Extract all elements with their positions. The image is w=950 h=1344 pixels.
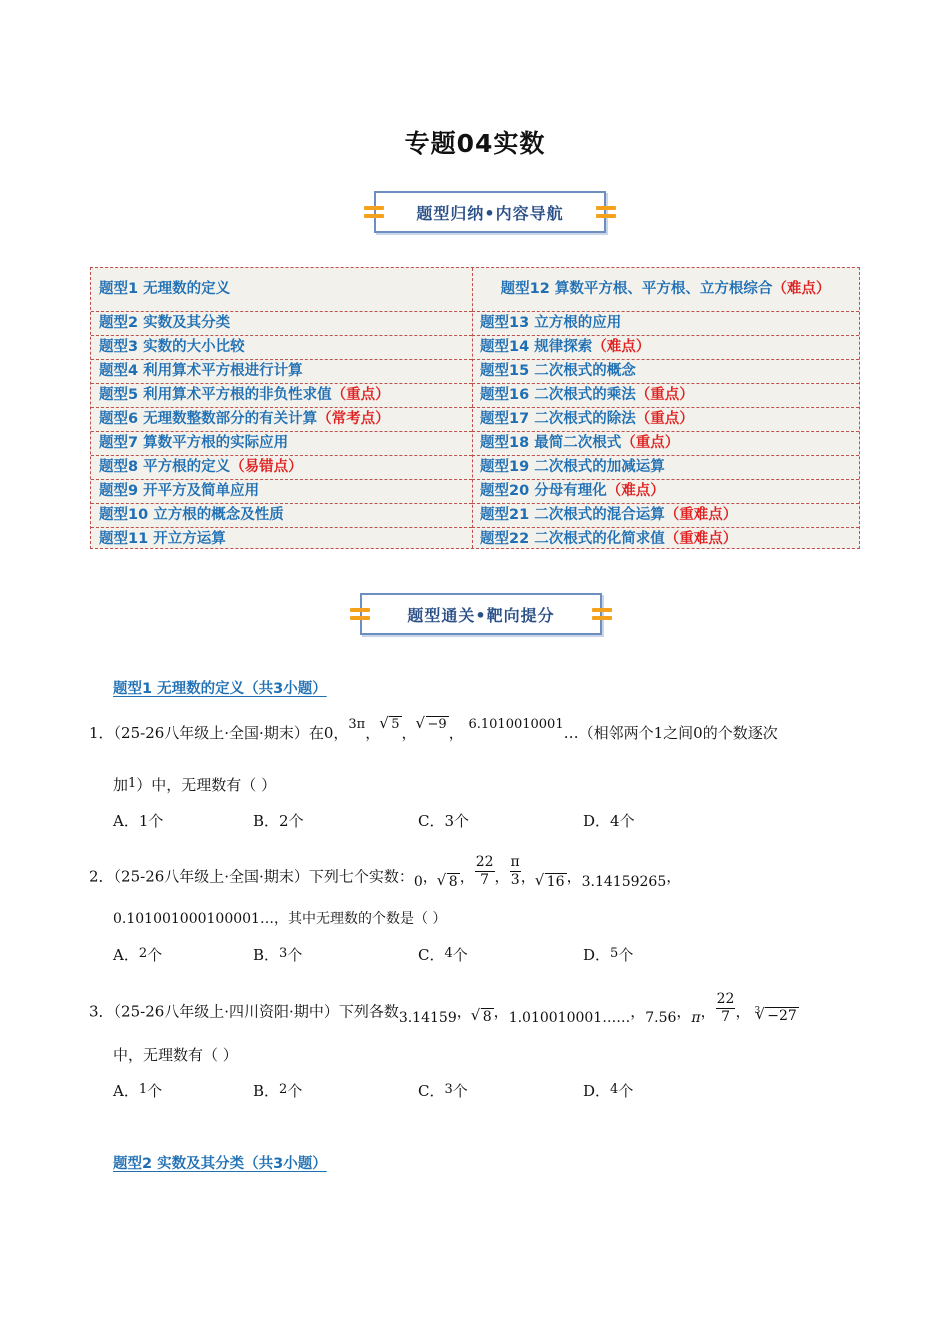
math-fraction-pi-3: $\frac{\pi}{3}$ xyxy=(510,854,520,888)
toc-item[interactable] xyxy=(91,268,472,312)
toc-item-tag: （难点） xyxy=(592,339,651,355)
toc-item[interactable] xyxy=(91,408,472,432)
toc-item-label: 题型18 最简二次根式 xyxy=(480,435,622,451)
question-3-line-2: 中，无理数有（ ） xyxy=(113,1046,238,1064)
toc-item[interactable] xyxy=(472,268,859,312)
toc-item[interactable] xyxy=(91,312,472,336)
section-banner-practice xyxy=(360,593,602,635)
option-d[interactable]: D．4个 xyxy=(583,812,635,830)
toc-item[interactable] xyxy=(91,456,472,480)
option-a[interactable]: A．1个 xyxy=(113,1082,163,1100)
equals-decoration-icon xyxy=(596,205,616,219)
question-suffix: …（相邻两个1之间0的个数逐次 xyxy=(563,724,778,742)
toc-item[interactable] xyxy=(472,528,859,550)
toc-item-tag: （易错点） xyxy=(230,459,303,475)
math-cuberoot-neg27: √ −27 xyxy=(765,1007,799,1024)
toc-item[interactable] xyxy=(91,384,472,408)
toc-item-tag: （重点） xyxy=(621,435,680,451)
toc-item[interactable] xyxy=(91,360,472,384)
option-c[interactable]: C．3个 xyxy=(418,1082,468,1100)
toc-item[interactable] xyxy=(472,456,859,480)
toc-item[interactable] xyxy=(472,384,859,408)
toc-item-label: 题型16 二次根式的乘法 xyxy=(480,387,636,403)
toc-item[interactable] xyxy=(472,312,859,336)
toc-item-tag: （重难点） xyxy=(664,507,738,523)
question-prefix: （25-26八年级上·四川资阳·期中）下列各数 xyxy=(113,1002,399,1021)
toc-item-label: 题型11 开立方运算 xyxy=(99,530,226,547)
toc-item-tag: （难点） xyxy=(772,281,831,297)
option-b[interactable]: B．2个 xyxy=(253,812,304,830)
toc-item[interactable] xyxy=(91,480,472,504)
toc-item-label: 题型4 利用算术平方根进行计算 xyxy=(99,363,303,379)
option-b[interactable]: B．2个 xyxy=(253,1082,303,1100)
toc-item[interactable] xyxy=(472,336,859,360)
question-number: 2． xyxy=(89,867,114,886)
toc-item-label: 题型20 分母有理化 xyxy=(480,483,607,499)
toc-item-label: 题型7 算数平方根的实际应用 xyxy=(99,435,289,451)
equals-decoration-icon xyxy=(364,205,384,219)
option-b[interactable]: B．3个 xyxy=(253,946,303,964)
question-number: 1． xyxy=(89,724,114,742)
option-c[interactable]: C．4个 xyxy=(418,946,468,964)
toc-item-tag: （常考点） xyxy=(317,411,390,427)
toc-item[interactable] xyxy=(472,504,859,528)
question-2-line-1: 2．（25-26八年级上·全国·期末）下列七个实数：0，√ 8 ， $\frac{22}{7}$ ， $\frac{\pi}{3}$ ，√ 16 ，3.14159265， xyxy=(89,860,681,895)
math-sqrt5: √ 5 xyxy=(389,716,401,733)
page-title: 专题04实数 xyxy=(404,129,546,158)
toc-item[interactable] xyxy=(472,408,859,432)
math-sqrt8: √ 8 xyxy=(481,1008,494,1025)
toc-item-label: 题型21 二次根式的混合运算 xyxy=(480,507,665,523)
toc-item-label: 题型2 实数及其分类 xyxy=(99,315,231,331)
option-d[interactable]: D．5个 xyxy=(583,946,634,964)
section-banner-nav xyxy=(374,191,606,233)
math-pi-decimal: 3.14159265 xyxy=(581,873,667,890)
banner-label: 题型归纳•内容导航 xyxy=(416,203,564,223)
toc-item-label: 题型12 算数平方根、平方根、立方根综合 xyxy=(500,281,773,297)
question-3-line-1: 3．（25-26八年级上·四川资阳·期中）下列各数3.14159，√ 8 ，1.010010001……，7.56，π， $\frac{22}{7}$ ， $^3$√ −27 xyxy=(89,995,799,1030)
toc-item-tag: （重点） xyxy=(331,387,390,403)
math-sqrt16: √ 16 xyxy=(545,873,567,890)
toc-item-label: 题型10 立方根的概念及性质 xyxy=(99,507,284,523)
math-sqrt-neg9: √ −9 xyxy=(426,716,449,733)
option-c[interactable]: C．3个 xyxy=(418,812,470,830)
toc-item[interactable] xyxy=(472,360,859,384)
toc-item-label: 题型5 利用算术平方根的非负性求值 xyxy=(99,387,332,403)
toc-item-label: 题型6 无理数整数部分的有关计算 xyxy=(99,411,318,427)
question-1-line-2: 加1）中，无理数有（ ） xyxy=(113,776,277,794)
toc-item-tag: （重点） xyxy=(635,387,694,403)
math-3pi: 3π xyxy=(348,717,366,732)
math-zero: 0 xyxy=(413,873,423,890)
toc-item[interactable] xyxy=(91,432,472,456)
toc-item-label: 题型15 二次根式的概念 xyxy=(480,363,636,379)
question-number: 3． xyxy=(89,1002,114,1021)
math-fraction-22-7: $\frac{22}{7}$ xyxy=(475,854,494,888)
equals-decoration-icon xyxy=(350,607,370,621)
toc-item[interactable] xyxy=(91,336,472,360)
toc-item-tag: （难点） xyxy=(606,483,665,499)
section-heading-2[interactable]: 题型2 实数及其分类（共3小题） xyxy=(113,1156,327,1172)
toc-item-label: 题型17 二次根式的除法 xyxy=(480,411,636,427)
question-1-line-1: 1．（25-26八年级上·全国·期末）在0，3π，√ 5 ，√ −9 ， 6.1010010001…（相邻两个1之间0的个数逐次 xyxy=(89,722,778,743)
toc-item-label: 题型19 二次根式的加减运算 xyxy=(480,459,665,475)
toc-item[interactable] xyxy=(91,504,472,528)
toc-item[interactable] xyxy=(472,432,859,456)
toc-item-label: 题型3 实数的大小比较 xyxy=(99,339,245,355)
equals-decoration-icon xyxy=(592,607,612,621)
question-prefix: （25-26八年级上·全国·期末）在0， xyxy=(113,724,349,742)
math-decimal: 6.1010010001 xyxy=(468,717,564,732)
math-sqrt8: √ 8 xyxy=(447,873,460,890)
toc-item[interactable] xyxy=(91,528,472,550)
toc-table xyxy=(90,267,860,549)
toc-item-label: 题型8 平方根的定义 xyxy=(99,459,231,475)
toc-item[interactable] xyxy=(472,480,859,504)
toc-item-label: 题型9 开平方及简单应用 xyxy=(99,483,260,499)
banner-label: 题型通关•靶向提分 xyxy=(407,605,555,625)
toc-item-tag: （重点） xyxy=(635,411,694,427)
question-2-line-2: 0.101001000100001…，其中无理数的个数是（ ） xyxy=(113,911,447,927)
toc-item-label: 题型22 二次根式的化简求值 xyxy=(480,530,665,547)
toc-item-label: 题型1 无理数的定义 xyxy=(99,281,231,297)
question-prefix: （25-26八年级上·全国·期末）下列七个实数： xyxy=(113,867,414,886)
section-heading-1[interactable]: 题型1 无理数的定义（共3小题） xyxy=(113,681,327,697)
option-a[interactable]: A．2个 xyxy=(113,946,163,964)
math-fraction-22-7: $\frac{22}{7}$ xyxy=(716,991,735,1025)
toc-item-tag: （重难点） xyxy=(664,530,738,547)
toc-item-label: 题型14 规律探索 xyxy=(480,339,593,355)
option-a[interactable]: A．1个 xyxy=(113,812,164,830)
option-d[interactable]: D．4个 xyxy=(583,1082,634,1100)
toc-item-label: 题型13 立方根的应用 xyxy=(480,315,622,331)
